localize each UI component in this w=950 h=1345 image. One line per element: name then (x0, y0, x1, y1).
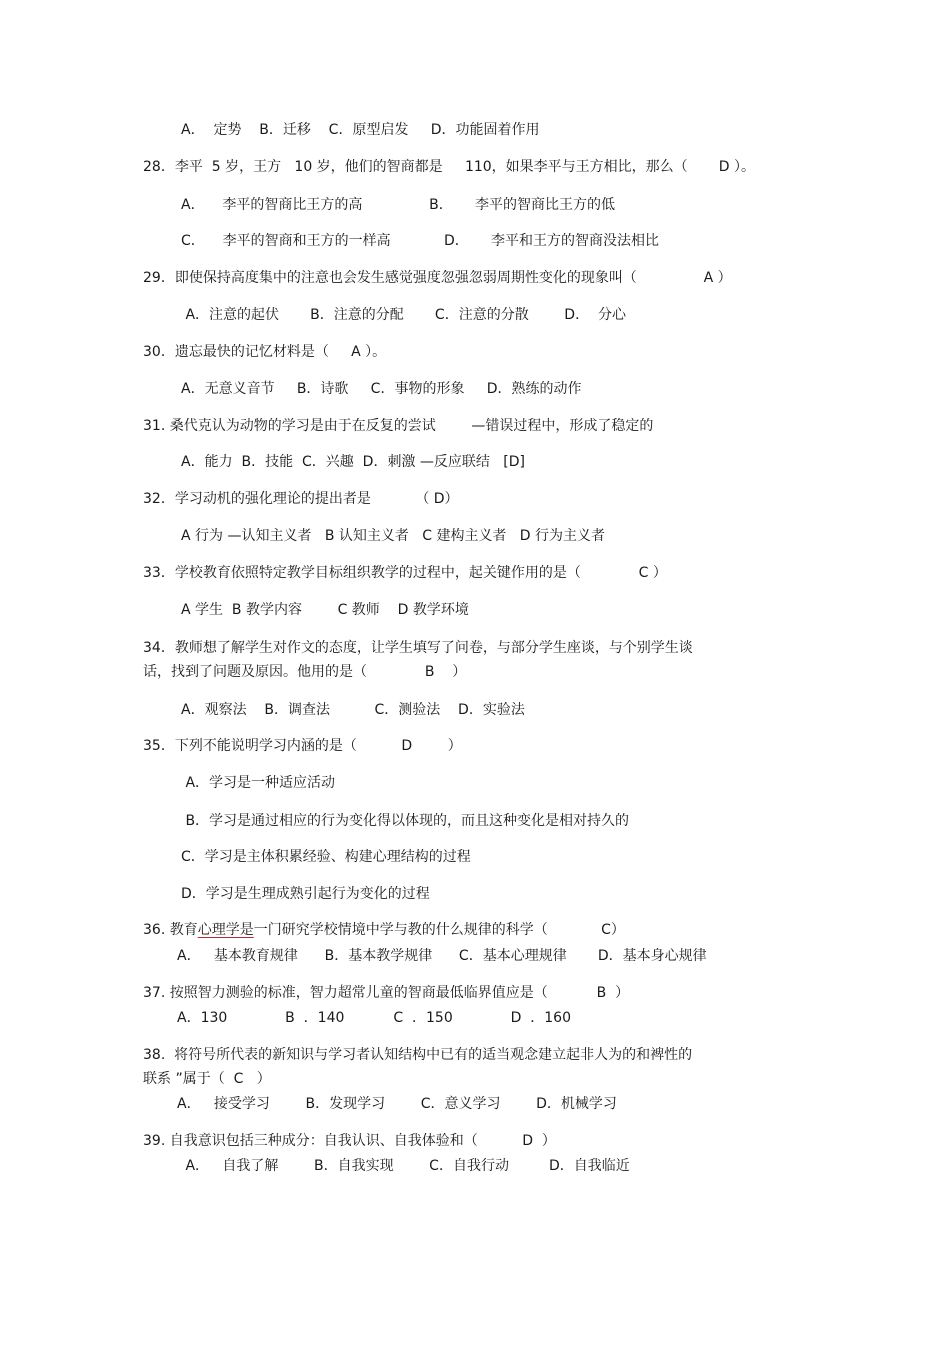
option-line: A．能力 B．技能 C．兴趣 D．刺激 —反应联结 [D] (181, 454, 525, 470)
option-line: A． 接受学习 B．发现学习 C．意义学习 D．机械学习 (177, 1096, 617, 1112)
option-line: A． 李平的智商比王方的高 B． 李平的智商比王方的低 (181, 197, 615, 213)
option-line: A．学习是一种适应活动 (181, 775, 336, 791)
question-35: 35．下列不能说明学习内涵的是（ D ） (143, 738, 462, 754)
question-36-underlined: 心理学是 (197, 922, 254, 938)
question-38-cont: 联系 ”属于（ C ） (143, 1071, 271, 1087)
option-line: A．无意义音节 B．诗歌 C．事物的形象 D．熟练的动作 (181, 381, 582, 397)
option-line: D．学习是生理成熟引起行为变化的过程 (181, 886, 430, 902)
option-line: A 学生 B 教学内容 C 教师 D 教学环境 (181, 602, 469, 618)
question-34-cont: 话，找到了问题及原因。他用的是（ B ） (143, 664, 467, 680)
question-29: 29．即使保持高度集中的注意也会发生感觉强度忽强忽弱周期性变化的现象叫（ A ） (143, 270, 732, 286)
question-33: 33．学校教育依照特定教学目标组织教学的过程中，起关键作用的是（ C ） (143, 565, 667, 581)
question-36-end: 一门研究学校情境中学与教的什么规律的科学（ C） (253, 922, 625, 938)
option-line: A． 自我了解 B．自我实现 C．自我行动 D．自我临近 (181, 1158, 630, 1174)
option-line: A．注意的起伏 B．注意的分配 C．注意的分散 D． 分心 (181, 307, 626, 323)
question-36 (143, 921, 625, 939)
option-line: A．观察法 B．调查法 C．测验法 D．实验法 (181, 702, 525, 718)
option-line: B．学习是通过相应的行为变化得以体现的，而且这种变化是相对持久的 (181, 813, 630, 829)
option-line: C．学习是主体积累经验、构建心理结构的过程 (181, 849, 471, 865)
question-28: 28．李平 5 岁，王方 10 岁，他们的智商都是 110，如果李平与王方相比，那么（ D ）。 (143, 159, 756, 175)
option-line: A 行为 —认知主义者 B 认知主义者 C 建构主义者 D 行为主义者 (181, 528, 606, 544)
question-38: 38. 将符号所代表的新知识与学习者认知结构中已有的适当观念建立起非人为的和裨性的 (143, 1047, 693, 1063)
question-34: 34．教师想了解学生对作文的态度，让学生填写了问卷，与部分学生座谈，与个别学生谈 (143, 640, 693, 656)
question-36-start: 36. 教育 (143, 922, 198, 938)
question-31: 31. 桑代克认为动物的学习是由于在反复的尝试 —错误过程中，形成了稳定的 (143, 418, 654, 434)
question-39: 39. 自我意识包括三种成分：自我认识、自我体验和（ D ） (143, 1133, 556, 1149)
option-line: A． 基本教育规律 B．基本教学规律 C．基本心理规律 D．基本身心规律 (177, 948, 707, 964)
question-30: 30．遗忘最快的记忆材料是（ A ）。 (143, 344, 387, 360)
question-37: 37. 按照智力测验的标准，智力超常儿童的智商最低临界值应是（ B ） (143, 985, 630, 1001)
question-32: 32．学习动机的强化理论的提出者是 （ D） (143, 491, 459, 507)
option-line: C． 李平的智商和王方的一样高 D． 李平和王方的智商没法相比 (181, 233, 660, 249)
option-line: A．130 B ．140 C ．150 D ．160 (177, 1010, 571, 1026)
option-line: A． 定势 B．迁移 C．原型启发 D．功能固着作用 (181, 122, 540, 138)
